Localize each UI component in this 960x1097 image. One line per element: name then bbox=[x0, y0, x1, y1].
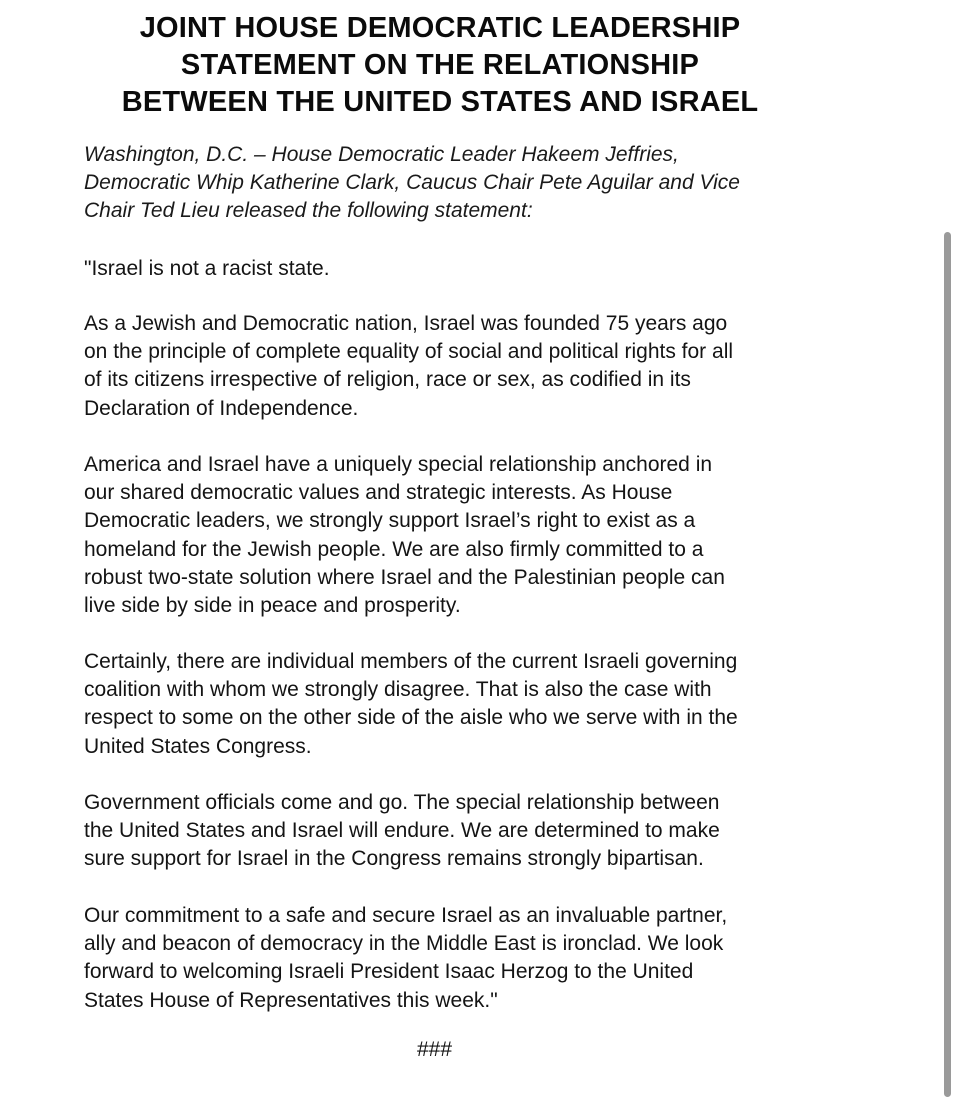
statement-title bbox=[60, 10, 820, 121]
dateline-line: Chair Ted Lieu released the following statement: bbox=[84, 199, 533, 222]
paragraph-line: respect to some on the other side of the aisle who we serve with in the bbox=[84, 706, 738, 730]
dateline bbox=[84, 141, 740, 225]
paragraph-relationship bbox=[84, 451, 725, 620]
paragraph-line: America and Israel have a uniquely special relationship anchored in bbox=[84, 453, 713, 476]
dateline-line: Democratic Whip Katherine Clark, Caucus Chair Pete Aguilar and Vice bbox=[84, 171, 740, 194]
paragraph-line: Our commitment to a safe and secure Israel as an invaluable partner, bbox=[84, 904, 728, 927]
title-line: JOINT HOUSE DEMOCRATIC LEADERSHIP bbox=[139, 12, 741, 44]
paragraph-founding bbox=[84, 310, 733, 423]
dateline-line: Washington, D.C. – House Democratic Leader Hakeem Jeffries, bbox=[84, 143, 679, 166]
paragraph-disagreement bbox=[84, 648, 738, 761]
vertical-scrollbar[interactable] bbox=[944, 232, 951, 1097]
scrollbar-thumb[interactable] bbox=[944, 232, 951, 1097]
title-line: BETWEEN THE UNITED STATES AND ISRAEL bbox=[121, 86, 759, 118]
paragraph-commitment bbox=[84, 902, 727, 1015]
paragraph-line: homeland for the Jewish people. We are also firmly committed to a bbox=[84, 537, 704, 561]
paragraph-opening-quote bbox=[84, 255, 330, 283]
paragraph-line: Declaration of Independence. bbox=[84, 396, 359, 420]
paragraph-line: robust two-state solution where Israel and the Palestinian people can bbox=[84, 565, 725, 589]
paragraph-line: States House of Representatives this week." bbox=[84, 988, 498, 1012]
paragraph-line: coalition with whom we strongly disagree. That is also the case with bbox=[84, 678, 712, 702]
paragraph-officials bbox=[84, 789, 720, 874]
paragraph-line: Certainly, there are individual members of the current Israeli governing bbox=[84, 650, 738, 673]
paragraph-line: live side by side in peace and prosperity. bbox=[84, 594, 461, 618]
paragraph-line: our shared democratic values and strategic interests. As House bbox=[84, 481, 673, 505]
paragraph-line: of its citizens irrespective of religion, race or sex, as codified in its bbox=[84, 368, 691, 392]
title-line: STATEMENT ON THE RELATIONSHIP bbox=[180, 49, 700, 81]
end-mark: ### bbox=[417, 1038, 453, 1061]
paragraph-line: As a Jewish and Democratic nation, Israel was founded 75 years ago bbox=[84, 312, 728, 335]
paragraph-line: the United States and Israel will endure. We are determined to make bbox=[84, 819, 720, 843]
paragraph-line: "Israel is not a racist state. bbox=[84, 257, 330, 280]
paragraph-line: ally and beacon of democracy in the Middle East is ironclad. We look bbox=[84, 932, 724, 956]
paragraph-line: on the principle of complete equality of social and political rights for all bbox=[84, 340, 734, 364]
paragraph-line: United States Congress. bbox=[84, 734, 312, 758]
paragraph-line: Democratic leaders, we strongly support Israel’s right to exist as a bbox=[84, 509, 696, 533]
paragraph-line: Government officials come and go. The special relationship between bbox=[84, 791, 720, 814]
paragraph-line: sure support for Israel in the Congress remains strongly bipartisan. bbox=[84, 847, 704, 871]
paragraph-line: forward to welcoming Israeli President Isaac Herzog to the United bbox=[84, 960, 694, 984]
